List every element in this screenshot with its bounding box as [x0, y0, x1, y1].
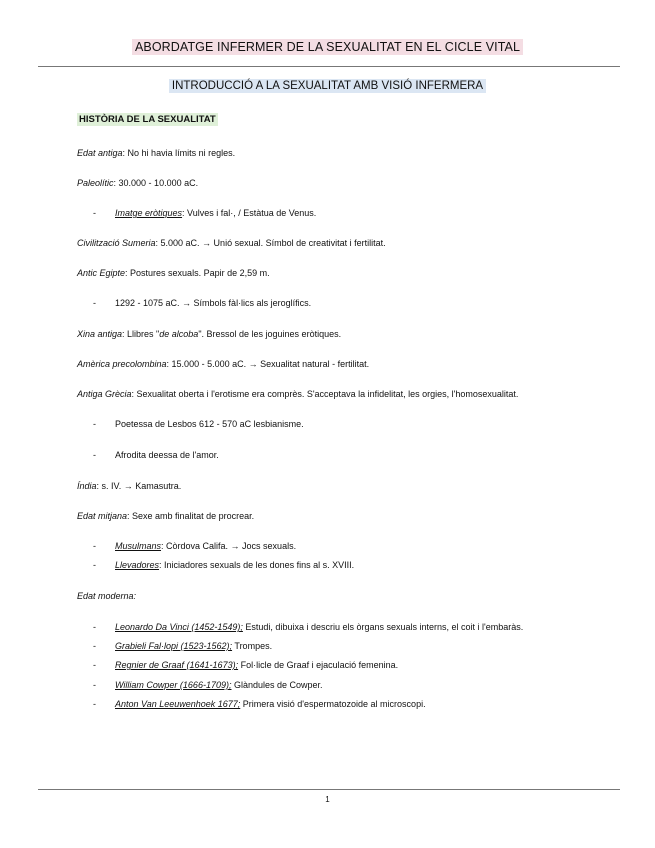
text: Afrodita deessa de l'amor.: [115, 450, 219, 460]
term: Grabieli Fal·lopi (1523-1562);: [115, 641, 233, 651]
bullet-dash: -: [93, 419, 96, 429]
paragraph-egipte: [77, 268, 270, 278]
paragraph-grecia: [77, 389, 518, 399]
emphasis: de alcoba: [159, 329, 199, 339]
term: Leonardo Da Vinci (1452-1549);: [115, 622, 243, 632]
bullet-dash: -: [93, 622, 96, 632]
term: William Cowper (1666-1709);: [115, 680, 232, 690]
bullet-dash: -: [93, 450, 96, 460]
term: Regnier de Graaf (1641-1673);: [115, 660, 239, 670]
paragraph-paleolitic: [77, 178, 198, 188]
text: : 5.000 aC. → Unió sexual. Símbol de creativitat i fertilitat.: [155, 238, 386, 248]
term: Civilització Sumeria: [77, 238, 156, 248]
term: Llevadores: [115, 560, 160, 570]
text: : Llibres ": [122, 329, 160, 339]
text: ". Bressol de les joguines eròtiques.: [198, 329, 342, 339]
text: : No hi havia límits ni regles.: [122, 148, 236, 158]
list-item: [93, 641, 272, 651]
bullet-dash: -: [93, 208, 96, 218]
list-item: [93, 622, 523, 632]
text: : Vulves i fal·, / Estàtua de Venus.: [182, 208, 317, 218]
text: : Iniciadores sexuals de les dones fins al s. XVIII.: [159, 560, 355, 570]
bullet-dash: -: [93, 699, 96, 709]
text: Primera visió d'espermatozoide al microscopi.: [240, 699, 426, 709]
paragraph-edat-antiga: [77, 148, 235, 158]
chapter-title: INTRODUCCIÓ A LA SEXUALITAT AMB VISIÓ INFERMERA: [169, 79, 486, 93]
text: :: [133, 591, 137, 601]
paragraph-america: [77, 359, 369, 369]
term: Edat moderna: [77, 591, 134, 601]
text: : Postures sexuals. Papir de 2,59 m.: [125, 268, 270, 278]
list-item: [93, 208, 316, 218]
term: Índia: [77, 481, 97, 491]
bullet-dash: -: [93, 298, 96, 308]
text: Estudi, dibuixa i descriu els òrgans sexuals interns, el coit i l'embaràs.: [242, 622, 524, 632]
paragraph-edat-mitjana: [77, 511, 254, 521]
text: Poetessa de Lesbos 612 - 570 aC lesbianisme.: [115, 419, 304, 429]
term: Imatge eròtiques: [115, 208, 183, 218]
list-item: [93, 699, 426, 709]
bullet-dash: -: [93, 541, 96, 551]
term: Musulmans: [115, 541, 162, 551]
term: Antiga Grècia: [77, 389, 132, 399]
list-item: [93, 419, 304, 429]
paragraph-edat-moderna: [77, 591, 136, 601]
list-item: [93, 450, 219, 460]
term: Amèrica precolombina: [77, 359, 167, 369]
page-number: 1: [325, 795, 330, 804]
section-title: HISTÒRIA DE LA SEXUALITAT: [79, 114, 216, 125]
term: Paleolític: [77, 178, 114, 188]
document-header: [0, 40, 655, 54]
text: : Sexe amb finalitat de procrear.: [127, 511, 255, 521]
text: : 15.000 - 5.000 aC. → Sexualitat natural - fertilitat.: [166, 359, 370, 369]
term: Edat antiga: [77, 148, 123, 158]
footer-divider: [38, 789, 620, 790]
bullet-dash: -: [93, 641, 96, 651]
paragraph-india: [77, 481, 181, 491]
term: Edat mitjana: [77, 511, 128, 521]
paragraph-xina: [77, 329, 341, 339]
term: Antic Egipte: [77, 268, 126, 278]
list-item: [93, 560, 354, 570]
text: : 30.000 - 10.000 aC.: [113, 178, 199, 188]
paragraph-sumeria: [77, 238, 386, 248]
header-divider: [38, 66, 620, 67]
text: : Sexualitat oberta i l'erotisme era comprès. S'acceptava la infidelitat, les orgies, l'homosexualitat.: [131, 389, 519, 399]
bullet-dash: -: [93, 680, 96, 690]
text: Glàndules de Cowper.: [231, 680, 323, 690]
list-item: [93, 298, 311, 308]
term: Xina antiga: [77, 329, 123, 339]
chapter-header: [0, 80, 655, 92]
bullet-dash: -: [93, 560, 96, 570]
list-item: [93, 680, 323, 690]
list-item: [93, 541, 296, 551]
text: 1292 - 1075 aC. → Símbols fàl·lics als jeroglífics.: [115, 298, 312, 308]
list-item: [93, 660, 398, 670]
text: Trompes.: [232, 641, 273, 651]
text: : s. IV. → Kamasutra.: [96, 481, 182, 491]
term: Anton Van Leeuwenhoek 1677;: [115, 699, 241, 709]
document-title: ABORDATGE INFERMER DE LA SEXUALITAT EN EL CICLE VITAL: [132, 39, 523, 55]
text: Fol·licle de Graaf i ejaculació femenina.: [238, 660, 399, 670]
bullet-dash: -: [93, 660, 96, 670]
text: : Còrdova Califa. → Jocs sexuals.: [161, 541, 297, 551]
